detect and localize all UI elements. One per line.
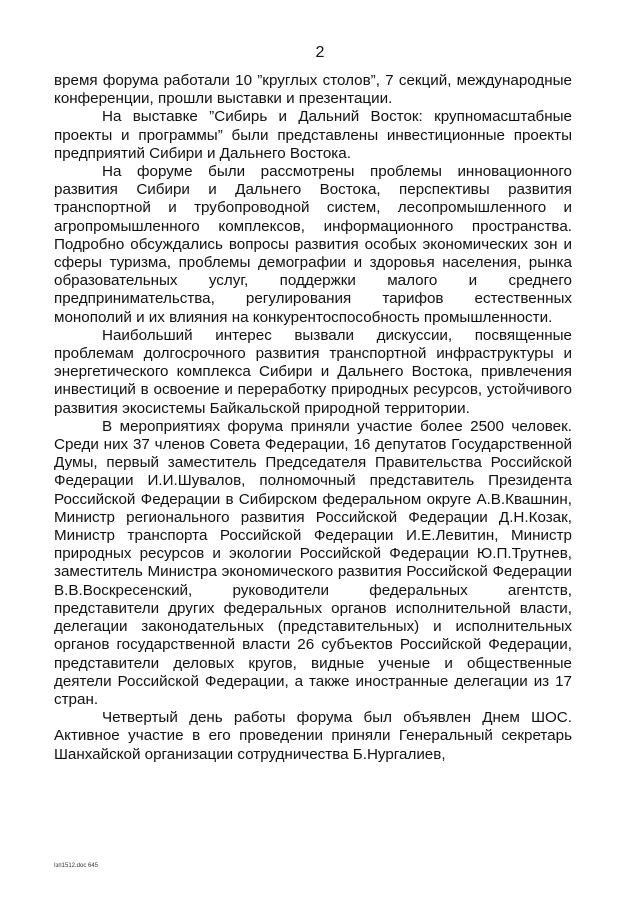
paragraph-forum-issues: На форуме были рассмотрены проблемы инновационного развития Сибири и Дальнего Востока, перспективы развития транспортной и трубопроводной систем, лесопромышленного и агропромышленного комплексов, информационного пространства. Подробно обсуждались вопросы развития особых экономических зон и сферы туризма, проблемы демографии и здоровья населения, рынка образовательных услуг, поддержки малого и среднего предпринимательства, регулирования тарифов естественных монополий и их влияния на конкурентоспособность промышленности. [54, 163, 572, 326]
paragraph-sco-day: Четвертый день работы форума был объявлен Днем ШОС. Активное участие в его проведении приняли Генеральный секретарь Шанхайской организации сотрудничества Б.Нургалиев, [54, 709, 572, 763]
paragraph-participants: В мероприятиях форума приняли участие более 2500 человек. Среди них 37 членов Совета Федерации, 16 депутатов Государственной Думы, первый заместитель Председателя Правительства Российской Федерации И.И.Шувалов, полномочный представитель Президента Российской Федерации в Сибирском федеральном округе А.В.Квашнин, Министр регионального развития Российской Федерации Д.Н.Козак, Министр транспорта Российской Федерации И.Е.Левитин, Министр природных ресурсов и экологии Российской Федерации Ю.П.Трутнев, заместитель Министра экономического развития Российской Федерации В.В.Воскресенский, руководители федеральных агентств, представители других федеральных органов исполнительной власти, делегации законодательных (представительных) и исполнительных органов государственной власти 26 субъектов Российской Федерации, представители деловых кругов, видные ученые и общественные деятели Российской Федерации, а также иностранные делегации из 17 стран. [54, 417, 572, 708]
document-body [54, 72, 572, 764]
paragraph-forum-events: время форума работали 10 ”круглых столов”, 7 секций, международные конференции, прошли выставки и презентации. [54, 72, 572, 108]
paragraph-exhibition: На выставке ”Сибирь и Дальний Восток: крупномасштабные проекты и программы” были представлены инвестиционные проекты предприятий Сибири и Дальнего Востока. [54, 108, 572, 162]
footer-file-code: Ізп1512.doc 645 [54, 863, 99, 869]
page-number: 2 [315, 44, 325, 61]
paragraph-discussions: Наибольший интерес вызвали дискуссии, посвященные проблемам долгосрочного развития транспортной инфраструктуры и энергетического комплекса Сибири и Дальнего Востока, привлечения инвестиций в освоение и переработку природных ресурсов, устойчивого развития экосистемы Байкальской природной территории. [54, 326, 572, 417]
